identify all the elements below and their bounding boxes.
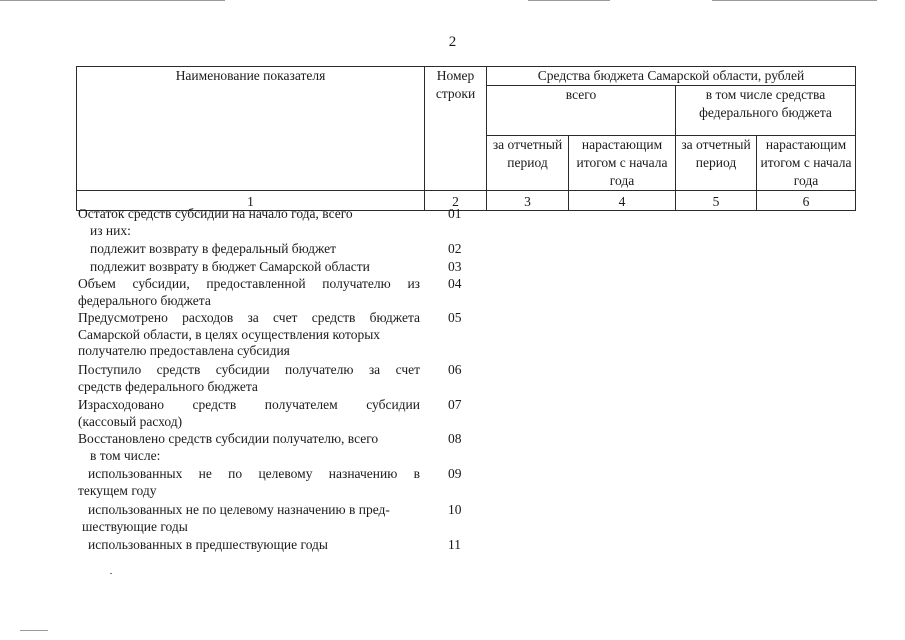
header-federal-period: за отчетный период <box>676 136 757 191</box>
row-code: 06 <box>448 362 462 377</box>
column-number: 3 <box>487 191 569 211</box>
row-code: 04 <box>448 276 462 291</box>
header-indicator-name: Наименование показателя <box>77 67 425 191</box>
header-row-number: Номер строки <box>425 67 487 191</box>
header-total: всего <box>487 86 676 136</box>
row-code: 01 <box>448 206 462 221</box>
row-code: 08 <box>448 431 462 446</box>
row-code: 11 <box>448 537 461 552</box>
header-total-cumulative: нарастающим итогом с начала года <box>569 136 676 191</box>
row-code: 05 <box>448 310 462 325</box>
indicator-label: использованных не по целевому назначению в текущем году <box>78 466 420 498</box>
column-number: 4 <box>569 191 676 211</box>
column-number: 5 <box>676 191 757 211</box>
indicator-label: использованных в предшествующие годы <box>88 537 329 552</box>
scan-edge-line <box>528 0 610 1</box>
header-total-period: за отчетный период <box>487 136 569 191</box>
column-number: 2 <box>425 191 487 211</box>
indicator-label: Остаток средств субсидии на начало года, всего из них: <box>78 206 353 238</box>
indicator-label: подлежит возврату в федеральный бюджет <box>90 241 336 256</box>
indicator-label: подлежит возврату в бюджет Самарской области <box>90 259 370 274</box>
row-code: 03 <box>448 259 462 274</box>
row-code: 10 <box>448 502 462 517</box>
row-code: 02 <box>448 241 462 256</box>
indicator-label: использованных не по целевому назначению в пред- шествующие годы <box>82 502 390 534</box>
page-number: 2 <box>448 34 457 50</box>
scan-edge-line <box>0 0 225 1</box>
indicator-label: Объем субсидии, предоставленной получателю из федерального бюджета <box>78 276 420 308</box>
indicator-label: Поступило средств субсидии получателю за счет средств федерального бюджета <box>78 362 420 394</box>
report-table-header <box>76 66 856 211</box>
scan-speck <box>110 573 112 574</box>
row-code: 09 <box>448 466 462 481</box>
header-budget-funds: Средства бюджета Самарской области, рублей <box>487 67 856 86</box>
header-federal-cumulative: нарастающим итогом с начала года <box>757 136 856 191</box>
indicator-label: Предусмотрено расходов за счет средств бюджета Самарской области, в целях осуществления которых получателю предоставлена субсидия <box>78 310 420 358</box>
indicator-label: Израсходовано средств получателем субсидии (кассовый расход) <box>78 397 420 429</box>
row-code: 07 <box>448 397 462 412</box>
column-number: 6 <box>757 191 856 211</box>
scan-edge-line <box>712 0 877 1</box>
scan-edge-line <box>20 630 48 631</box>
header-federal-share: в том числе средства федерального бюджета <box>676 86 856 136</box>
column-number: 1 <box>77 191 425 211</box>
indicator-label: Восстановлено средств субсидии получателю, всего в том числе: <box>78 431 379 463</box>
